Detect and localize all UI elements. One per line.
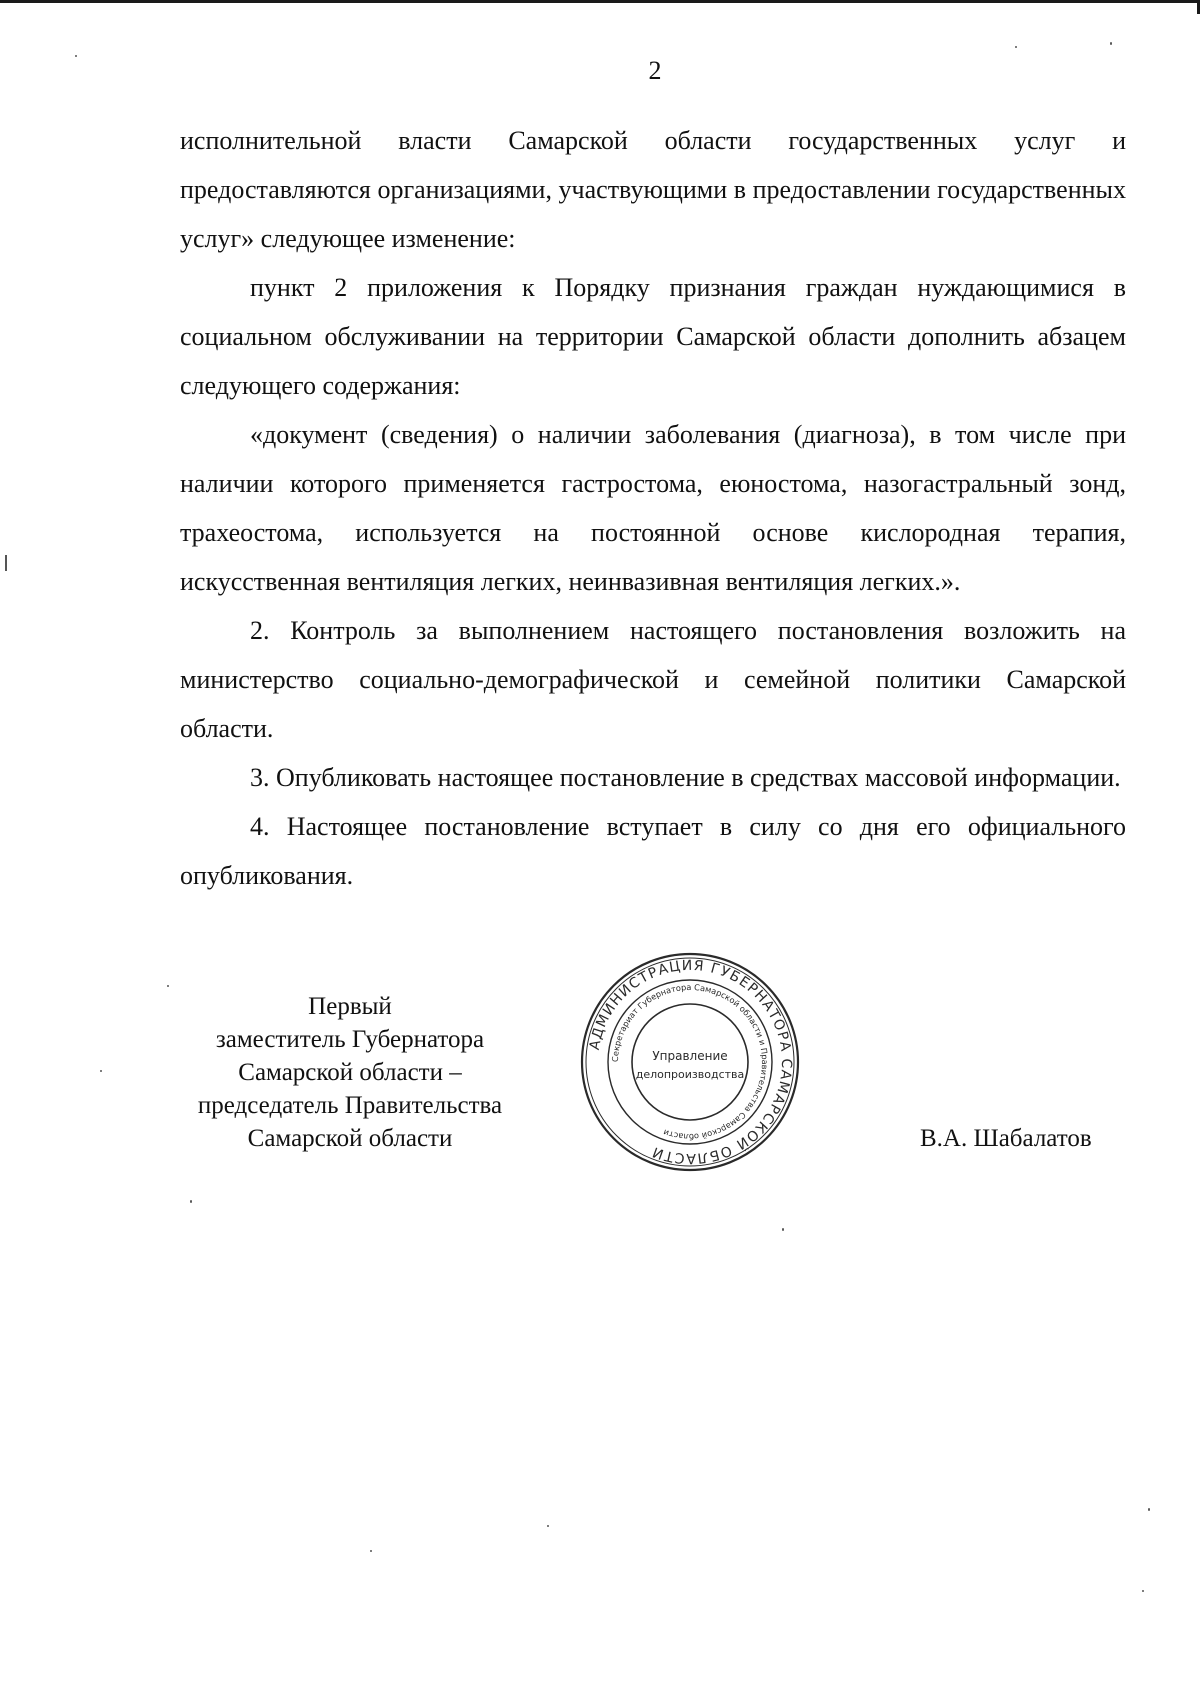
paragraph-item-3: 3. Опубликовать настоящее постановление в средствах массовой информации.	[250, 763, 1121, 792]
seal-center-line-2: делопроизводства	[635, 1068, 745, 1081]
paragraph-continuation: исполнительной власти Самарской области государственных услуг и предоставляются организациями, участвующими в предоставлении государственных услуг» следующее изменение:	[180, 126, 1126, 253]
scan-speck	[1110, 42, 1112, 45]
paragraph-item-2: 2. Контроль за выполнением настоящего постановления возложить на министерство социально-демографической и семейной политики Самарской области.	[180, 616, 1126, 743]
seal-outer-text: АДМИНИСТРАЦИЯ ГУБЕРНАТОРА САМАРСКОЙ ОБЛАСТИ	[586, 957, 795, 1167]
paragraph-amendment-clause: пункт 2 приложения к Порядку признания граждан нуждающимися в социальном обслуживании на территории Самарской области дополнить абзацем следующего содержания:	[180, 273, 1126, 400]
document-body	[180, 116, 1126, 900]
scan-speck	[370, 1550, 372, 1552]
paragraph-item-4: 4. Настоящее постановление вступает в силу со дня его официального опубликования.	[180, 812, 1126, 890]
official-seal-stamp	[578, 950, 802, 1174]
scan-speck	[100, 1070, 102, 1072]
scan-speck	[190, 1200, 192, 1203]
scan-edge-mark	[5, 555, 7, 571]
seal-center-line-1: Управление	[652, 1049, 728, 1063]
scan-speck	[1015, 46, 1017, 48]
signatory-title	[160, 990, 540, 1155]
page-top-edge	[0, 0, 1200, 3]
scan-speck	[547, 1525, 549, 1527]
scan-speck	[1142, 1590, 1144, 1592]
seal-inner-ring-text: Секретариат Губернатора Самарской области и Правительства Самарской области	[609, 981, 771, 1143]
signatory-title-line: заместитель Губернатора	[215, 1026, 485, 1053]
signatory-title-line: Первый	[308, 993, 392, 1020]
signatory-title-line: председатель Правительства	[197, 1092, 503, 1119]
scan-speck	[1148, 1508, 1150, 1511]
scan-speck	[167, 985, 169, 987]
page-number: 2	[648, 56, 662, 85]
scan-speck	[75, 55, 77, 57]
signatory-title-line: Самарской области –	[238, 1059, 462, 1086]
paragraph-amendment-text: «документ (сведения) о наличии заболевания (диагноза), в том числе при наличии которого применяется гастростома, еюностома, назогастральный зонд, трахеостома, используется на постоянной основе кислородная терапия, искусственная вентиляция легких, неинвазивная вентиляция легких.».	[180, 420, 1126, 596]
signatory-name: В.А. Шабалатов	[920, 1125, 1092, 1152]
signatory-title-line: Самарской области	[247, 1125, 453, 1152]
scan-speck	[782, 1228, 784, 1231]
